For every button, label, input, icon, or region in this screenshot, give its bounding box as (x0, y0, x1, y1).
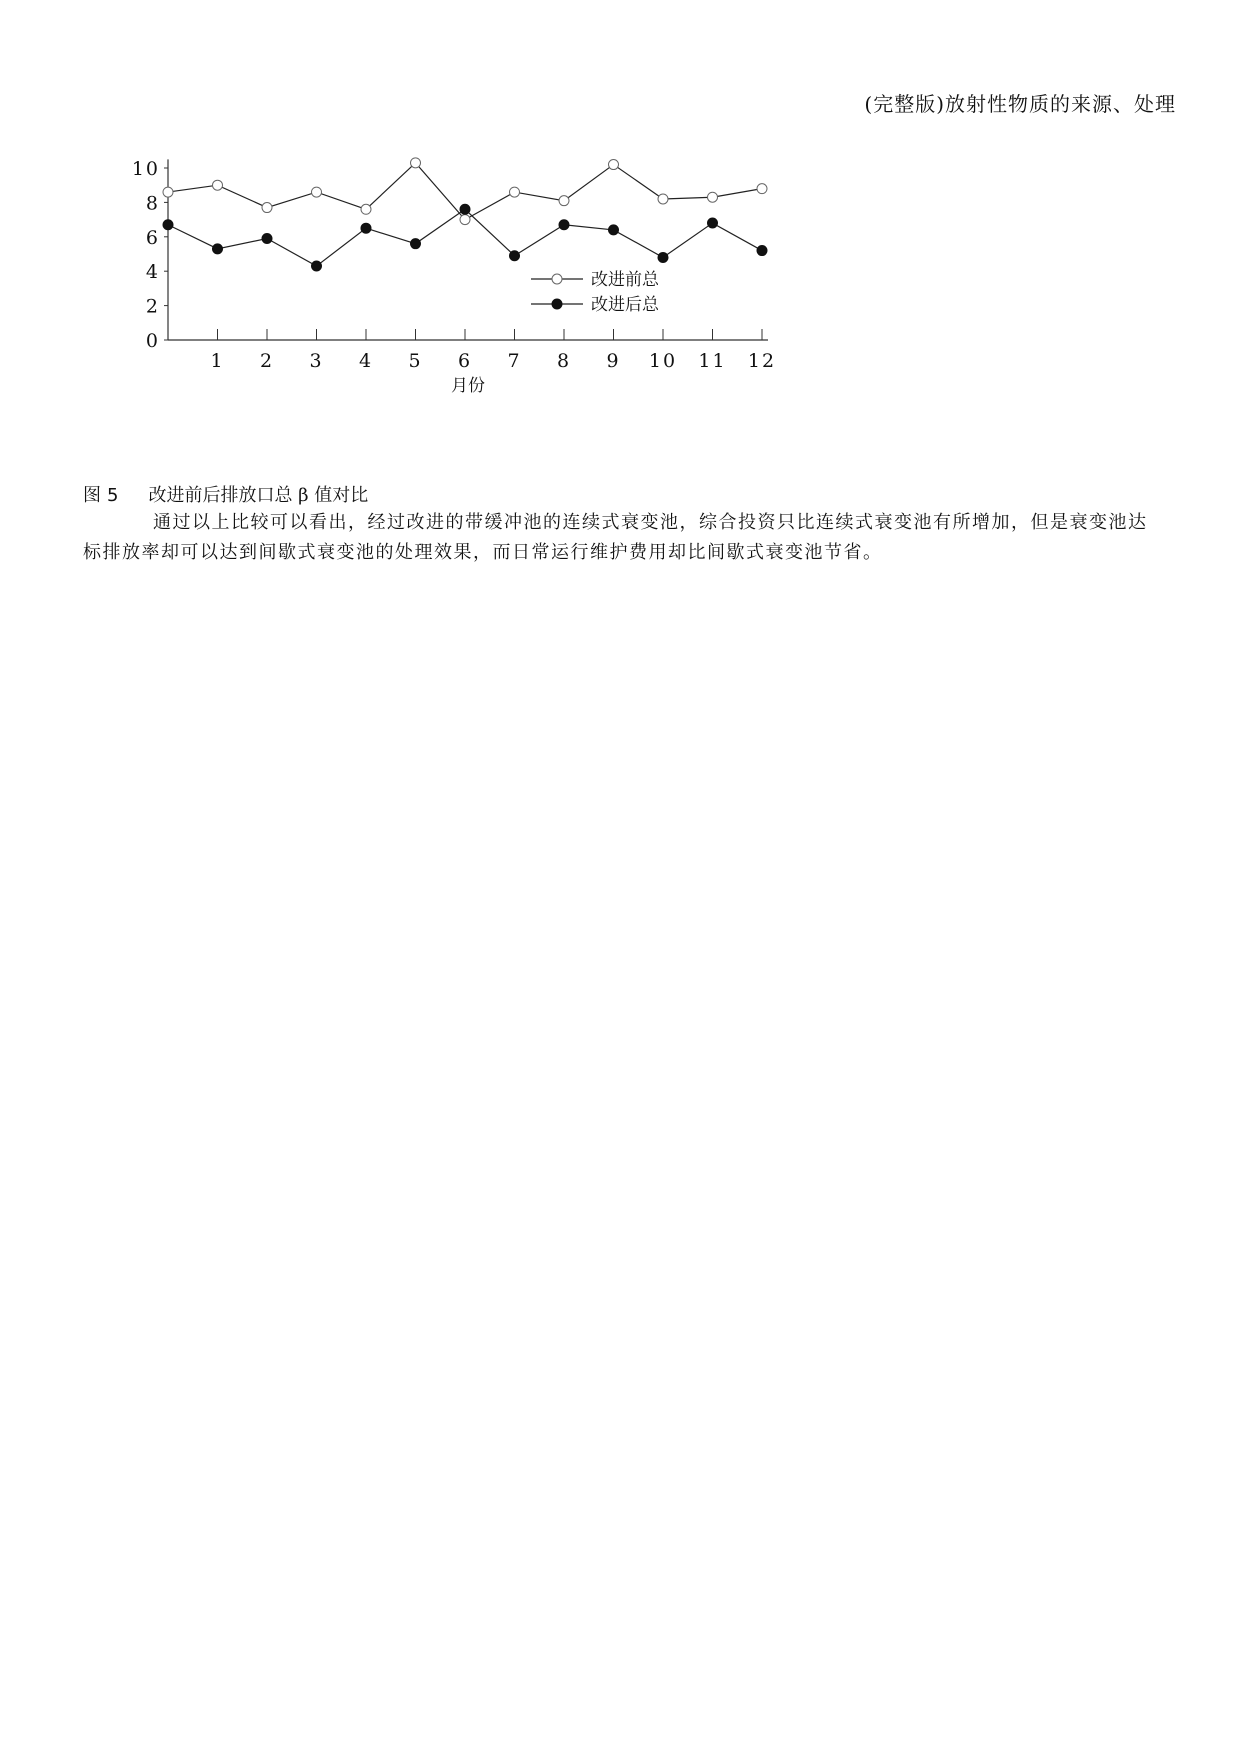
y-tick-label: 8 (145, 192, 160, 215)
x-tick-label: 11 (698, 350, 727, 372)
data-point (312, 187, 322, 197)
x-tick-label: 6 (457, 350, 473, 372)
legend-label: 改进前总 (591, 270, 659, 290)
data-point (411, 158, 421, 168)
data-point (213, 244, 223, 254)
data-point (757, 184, 767, 194)
line-chart (0, 0, 1241, 420)
document-header-title: (完整版)放射性物质的来源、处理 (864, 92, 1176, 116)
x-tick-label: 9 (606, 350, 621, 372)
data-point (460, 204, 470, 214)
x-axis-label: 月份 (451, 376, 485, 396)
y-tick-label: 2 (145, 295, 160, 318)
x-tick-label: 7 (507, 350, 522, 372)
data-point (213, 180, 223, 190)
x-tick-label: 12 (747, 350, 777, 372)
figure-label: 图 (83, 485, 101, 506)
data-point (361, 204, 371, 214)
data-point (510, 187, 520, 197)
data-point (262, 234, 272, 244)
data-point (658, 252, 668, 262)
data-point (163, 187, 173, 197)
figure-caption (83, 481, 368, 507)
legend-marker (552, 274, 562, 284)
figure-number: 5 (107, 485, 119, 506)
data-point (163, 220, 173, 230)
y-tick-label: 10 (131, 158, 160, 180)
x-tick-label: 10 (648, 350, 678, 372)
x-tick-label: 5 (408, 350, 423, 372)
data-point (658, 194, 668, 204)
x-tick-label: 2 (259, 350, 275, 372)
data-point (411, 239, 421, 249)
data-point (559, 196, 569, 206)
x-tick-label: 8 (556, 350, 572, 372)
data-point (510, 251, 520, 261)
chart-series-points (163, 158, 767, 271)
chart-axes (132, 158, 776, 396)
x-tick-label: 4 (358, 350, 374, 372)
data-point (708, 218, 718, 228)
data-point (559, 220, 569, 230)
y-tick-label: 6 (145, 226, 160, 249)
x-tick-label: 3 (309, 350, 324, 372)
data-point (609, 160, 619, 170)
data-point (361, 223, 371, 233)
data-point (757, 246, 767, 256)
data-point (708, 192, 718, 202)
figure-caption-text: 改进前后排放口总 β 值对比 (148, 485, 369, 506)
data-point (312, 261, 322, 271)
data-point (262, 203, 272, 213)
y-tick-label: 4 (145, 261, 160, 284)
data-point (609, 225, 619, 235)
body-paragraph: 通过以上比较可以看出，经过改进的带缓冲池的连续式衰变池，综合投资只比连续式衰变池有所增加，但是衰变池达标排放率却可以达到间歇式衰变池的处理效果，而日常运行维护费用却比间歇式衰变池节省。 (83, 512, 1148, 563)
y-tick-label: 0 (145, 330, 160, 352)
x-tick-label: 1 (210, 350, 225, 372)
legend-label: 改进后总 (591, 295, 659, 315)
legend-marker (552, 299, 562, 309)
data-point (460, 215, 470, 225)
chart-legend (531, 270, 660, 315)
